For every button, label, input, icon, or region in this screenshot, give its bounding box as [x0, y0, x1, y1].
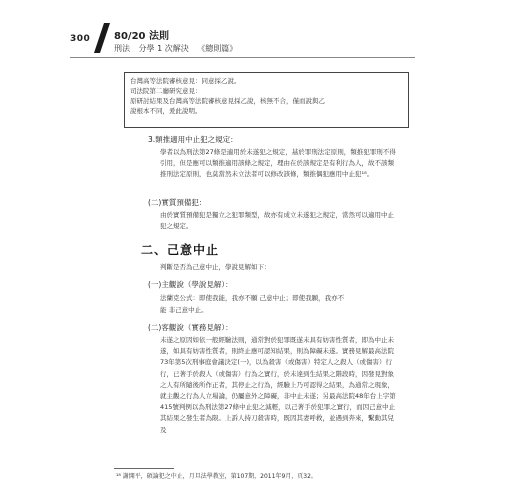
quote-line: 司法院第二廳研究意見： — [130, 87, 202, 95]
tagline-label: 分學 1 次解決 — [138, 44, 189, 53]
volume-label: 《總則篇》 — [197, 44, 238, 53]
objective-body: 未遂之原因如依一般經驗法則，通常對於犯罪既遂未具有妨害性質者，即為中止未遂，如具有妨害性質者，則終止應可認知結果，則為障礙未遂。實務見解最高法院73年第5次刑事庭會議決定(一)，以為殺害（或傷害）特定人之殺人（或傷害）行行，已著手於殺人（或傷害）行為之實行，於未達到生結果之階段時，因發見對象之人有所隨後所作正者，其停止之行為，經驗上乃可認得之結果，為通常之現象，就主觀之行為人立場論，仍屬意外之障礙，非中止未遂；另最高法院48年台上字第415號判例以為刑法第27條中止犯之減輕，以己著手於犯罪之實行，而因己意中止其結果之發生者為限。上訴人持刀殺害時，既因其妻呼救，並遇到奔來，繫動其兒及 — [160, 336, 396, 434]
header-divider — [70, 57, 415, 58]
header-slash-icon — [94, 23, 110, 53]
book-series-title: 80/20 法則 — [114, 31, 169, 42]
subject-label: 刑法 — [114, 44, 130, 53]
section-4-title: (二)實質預備犯： — [148, 198, 207, 207]
subjective-title: (一)主觀說（學說見解）： — [148, 280, 233, 289]
book-subtitle — [114, 43, 243, 54]
page-number: 300 — [70, 34, 91, 44]
section-3-title: 3.類推適用中止犯之規定： — [148, 135, 238, 144]
footnote-divider — [114, 468, 174, 469]
quote-line: 說根本不同，爰此說明。 — [130, 107, 202, 115]
subjective-line: 法蘭克公式：即使我能，我亦不願 己意中止；即使我願，我亦不 — [160, 294, 345, 302]
section-3-body: 學者以為刑法第27條是適用於未遂犯之規定，基於罪刑法定原則，類推犯罪刑不得引用，但是應可以類推適用該條之規定，理由在於該規定是有利行為人，故不該類推刑法定原則，也莫當然未立法者可以修改該條，類推偶犯應用中止犯¹⁸。 — [160, 148, 396, 179]
quote-box — [124, 72, 409, 128]
quote-line: 台灣高等法院審核意見：同意採乙說。 — [130, 77, 241, 85]
section-4-body: 由於實質預備犯是獨立之犯罪類型，故亦有成立未遂犯之規定，當然可以適用中止犯之規定。 — [160, 211, 394, 231]
subjective-line: 能 非己意中止。 — [160, 306, 208, 314]
intro-text: 判斷是否為己意中止，學說見解如下： — [160, 263, 271, 271]
quote-line: 原研討結果及台灣高等法院審核意見採乙說，核無不合，僅而說與乙 — [130, 97, 325, 105]
footnote: ¹⁸ 謝開平，碩論犯之中止，月旦法學教室，第107期，2011年9月，頁32。 — [116, 473, 317, 480]
objective-title: (二)客觀說（實務見解）： — [148, 323, 233, 332]
chapter-heading: 二、己意中止 — [141, 243, 220, 257]
